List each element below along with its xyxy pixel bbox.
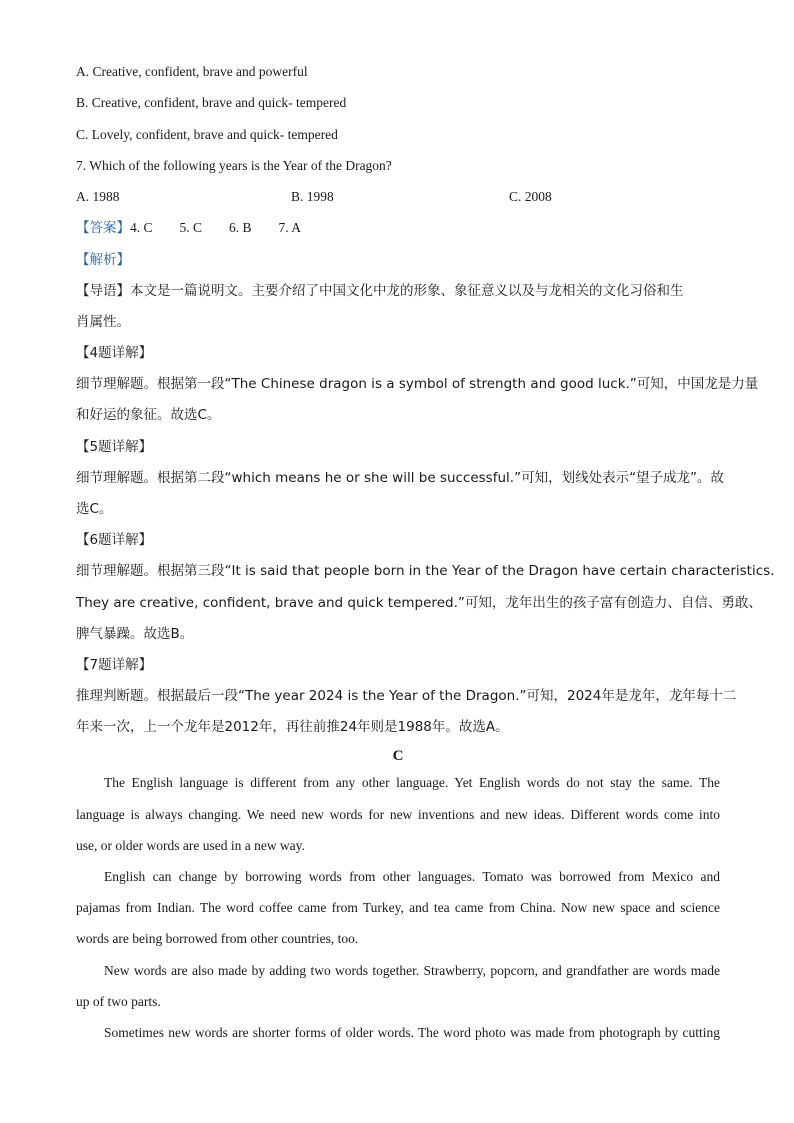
q4-detail-heading: 【4题详解】 <box>76 345 153 361</box>
answer-text: 4. C 5. C 6. B 7. A <box>130 220 302 235</box>
paragraph-3-line-1: New words are also made by adding two words together. Strawberry, popcorn, and grandfather are words made <box>104 963 720 978</box>
intro-line-2: 肖属性。 <box>76 314 130 330</box>
q7-detail-line-2: 年来一次，上一个龙年是2012年，再往前推24年则是1988年。故选A。 <box>76 719 509 735</box>
paragraph-1-line-1: The English language is different from any other language. Yet English words do not stay the same. The <box>104 775 720 790</box>
q7-option-c: C. 2008 <box>509 189 552 204</box>
q7-detail-line-1: 推理判断题。根据最后一段“The year 2024 is the Year of the Dragon.”可知，2024年是龙年，龙年每十二 <box>76 688 737 704</box>
q6-option-b: B. Creative, confident, brave and quick- tempered <box>76 95 347 110</box>
paragraph-1-line-2: language is always changing. We need new words for new inventions and new ideas. Different words come into <box>76 807 720 822</box>
paragraph-1-line-3: use, or older words are used in a new way. <box>76 838 305 853</box>
q6-detail-line-3: 脾气暴躁。故选B。 <box>76 626 194 642</box>
q7-detail-heading: 【7题详解】 <box>76 657 153 673</box>
paragraph-2-line-1: English can change by borrowing words from other languages. Tomato was borrowed from Mexico and <box>104 869 720 884</box>
q6-detail-heading: 【6题详解】 <box>76 532 153 548</box>
q5-detail-heading: 【5题详解】 <box>76 439 153 455</box>
q6-option-a: A. Creative, confident, brave and powerful <box>76 64 308 79</box>
q5-detail-line-2: 选C。 <box>76 501 113 517</box>
paragraph-3-line-2: up of two parts. <box>76 994 161 1009</box>
paragraph-4-line-1: Sometimes new words are shorter forms of older words. The word photo was made from photograph by cutting <box>104 1025 720 1040</box>
q7-option-b: B. 1998 <box>291 189 334 204</box>
analysis-label: 【解析】 <box>76 252 130 268</box>
q4-detail-line-2: 和好运的象征。故选C。 <box>76 407 221 423</box>
section-c-title: C <box>392 748 404 764</box>
paragraph-2-line-3: words are being borrowed from other countries, too. <box>76 931 359 946</box>
intro-line-1: 【导语】本文是一篇说明文。主要介绍了中国文化中龙的形象、象征意义以及与龙相关的文化习俗和生 <box>76 283 684 299</box>
paragraph-2-line-2: pajamas from Indian. The word coffee came from Turkey, and tea came from China. Now new space and science <box>76 900 720 915</box>
q7-option-a: A. 1988 <box>76 189 120 204</box>
answer-line <box>76 218 720 238</box>
q7-question: 7. Which of the following years is the Year of the Dragon? <box>76 158 392 173</box>
q6-detail-line-1: 细节理解题。根据第三段“It is said that people born in the Year of the Dragon have certain characteristics. <box>76 563 775 579</box>
q4-detail-line-1: 细节理解题。根据第一段“The Chinese dragon is a symbol of strength and good luck.”可知，中国龙是力量 <box>76 376 759 392</box>
q5-detail-line-1: 细节理解题。根据第二段“which means he or she will be successful.”可知，划线处表示“望子成龙”。故 <box>76 470 725 486</box>
q6-option-c: C. Lovely, confident, brave and quick- tempered <box>76 127 338 142</box>
answer-label: 【答案】 <box>76 220 130 236</box>
q6-detail-line-2: They are creative, confident, brave and quick tempered.”可知，龙年出生的孩子富有创造力、自信、勇敢、 <box>76 595 762 611</box>
